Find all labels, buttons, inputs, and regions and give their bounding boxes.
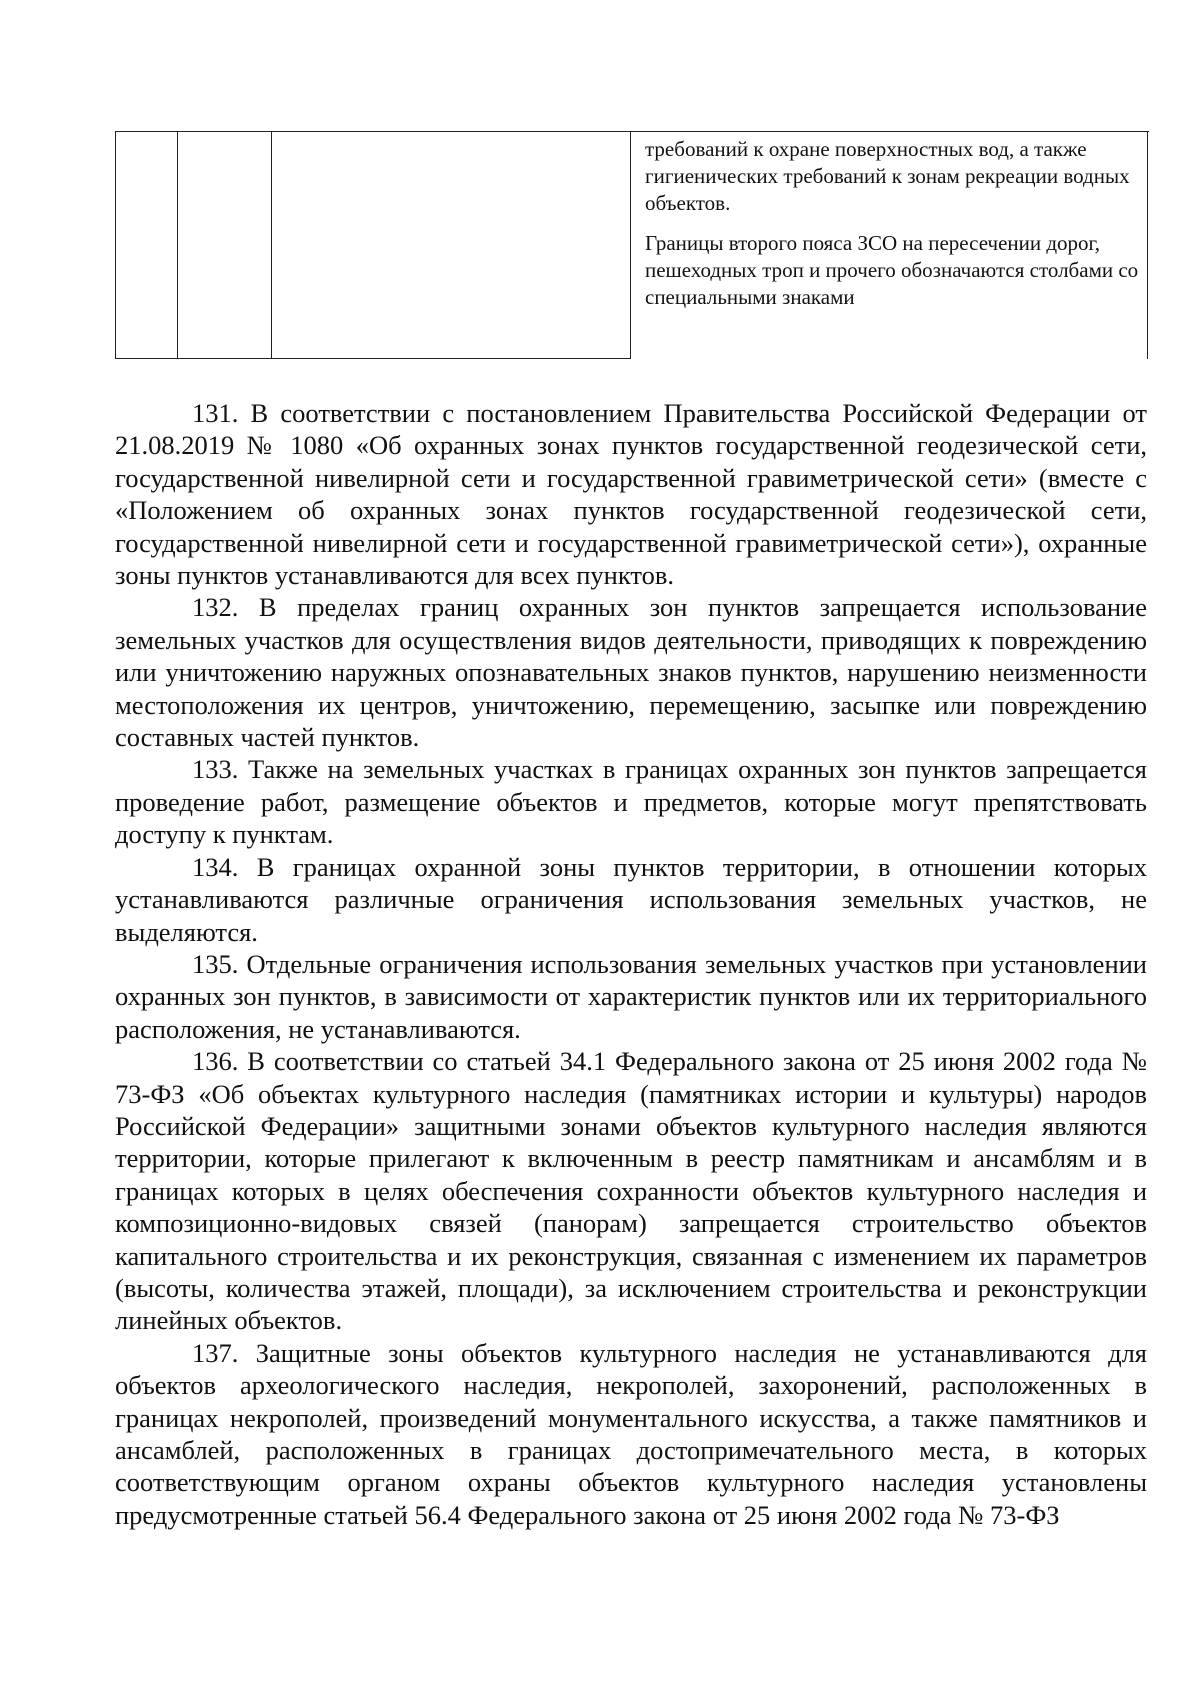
- table-cell-requirements: [631, 132, 1149, 359]
- table-fragment: [115, 131, 1149, 359]
- paragraph-133: 133. Также на земельных участках в границах охранных зон пунктов запрещается проведение работ, размещение объектов и предметов, которые могут препятствовать доступу к пунктам.: [115, 754, 1147, 850]
- paragraph-134: 134. В границах охранной зоны пунктов территории, в отношении которых устанавливаются различные ограничения использования земельных участков, не выделяются.: [115, 851, 1147, 947]
- paragraph-137: 137. Защитные зоны объектов культурного наследия не устанавливаются для объектов археологического наследия, некрополей, захоронений, расположенных в границах некрополей, произведений монументального искусства, а также памятников и ансамблей, расположенных в границах достопримечательного места, в которых соответствующим органом охраны объектов культурного наследия установлены предусмотренные статьей 56.4 Федерального закона от 25 июня 2002 года № 73-ФЗ: [115, 1337, 1147, 1530]
- paragraph-136: 136. В соответствии со статьей 34.1 Федерального закона от 25 июня 2002 года № 73-ФЗ «Об объектах культурного наследия (памятниках истории и культуры) народов Российской Федерации» защитными зонами объектов культурного наследия являются территории, которые прилегают к включенным в реестр памятникам и ансамблям и в границах которых в целях обеспечения сохранности объектов культурного наследия и композиционно-видовых связей (панорам) запрещается строительство объектов капитального строительства и их реконструкция, связанная с изменением их параметров (высоты, количества этажей, площади), за исключением строительства и реконструкции линейных объектов.: [115, 1046, 1147, 1336]
- table-right-border: [1147, 131, 1148, 359]
- document-body: [115, 397, 1147, 1531]
- table-row: [116, 132, 1149, 359]
- table-cell-empty-2: [178, 132, 272, 359]
- paragraph-131: 131. В соответствии с постановлением Правительства Российской Федерации от 21.08.2019 № 1080 «Об охранных зонах пунктов государственной геодезической сети, государственной нивелирной сети и государственной гравиметрической сети» (вместе с «Положением об охранных зонах пунктов государственной геодезической сети, государственной нивелирной сети и государственной гравиметрической сети»), охранные зоны пунктов устанавливаются для всех пунктов.: [115, 398, 1147, 591]
- cell-paragraph-1: требований к охране поверхностных вод, а также гигиенических требований к зонам рекреации водных объектов.: [645, 137, 1130, 215]
- cell-paragraph-2: Границы второго пояса ЗСО на пересечении дорог, пешеходных троп и прочего обозначаются столбами со специальными знаками: [645, 231, 1139, 309]
- paragraph-135: 135. Отдельные ограничения использования земельных участков при установлении охранных зон пунктов, в зависимости от характеристик пунктов или их территориального расположения, не устанавливаются.: [115, 948, 1147, 1044]
- paragraph-132: 132. В пределах границ охранных зон пунктов запрещается использование земельных участков для осуществления видов деятельности, приводящих к повреждению или уничтожению наружных опознавательных знаков пунктов, нарушению неизменности местоположения их центров, уничтожению, перемещению, засыпке или повреждению составных частей пунктов.: [115, 592, 1147, 753]
- table-cell-empty-3: [272, 132, 631, 359]
- table-cell-empty-1: [116, 132, 178, 359]
